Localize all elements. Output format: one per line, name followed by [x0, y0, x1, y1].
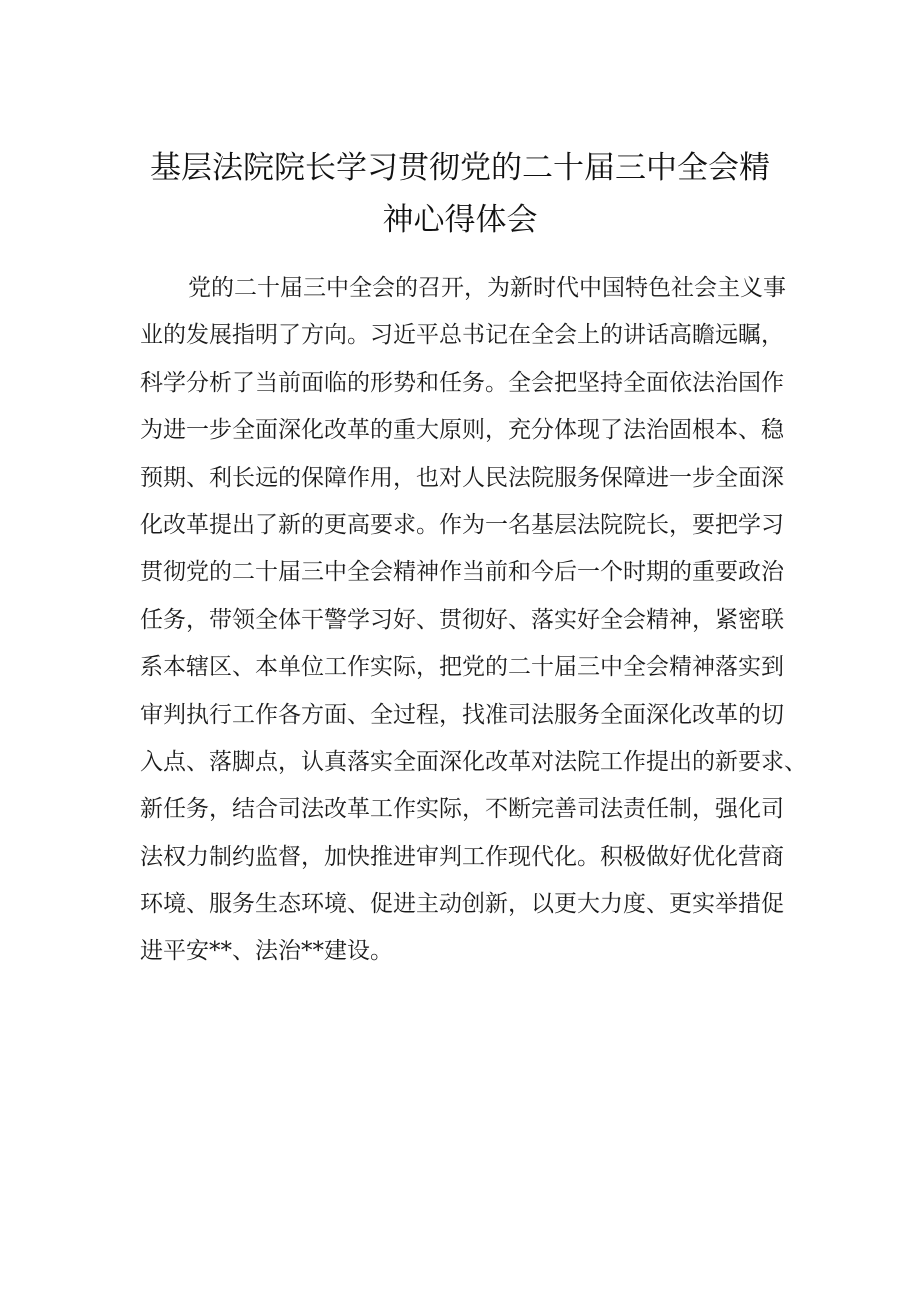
body-line-15: 进平安**、法治**建设。 — [140, 938, 393, 965]
body-line-7: 贯彻党的二十届三中全会精神作当前和今后一个时期的重要政治 — [140, 559, 784, 586]
body-line-6: 化改革提出了新的更高要求。作为一名基层法院院长，要把学习 — [140, 511, 784, 538]
body-line-5: 预期、利长远的保障作用，也对人民法院服务保障进一步全面深 — [140, 464, 784, 491]
body-line-8: 任务，带领全体干警学习好、贯彻好、落实好全会精神，紧密联 — [140, 606, 784, 633]
title-line-2: 神心得体会 — [382, 202, 538, 238]
body-line-3: 科学分析了当前面临的形势和任务。全会把坚持全面依法治国作 — [140, 369, 784, 396]
body-line-14: 环境、服务生态环境、促进主动创新，以更大力度、更实举措促 — [140, 891, 784, 918]
body-paragraph — [140, 265, 807, 976]
body-line-10: 审判执行工作各方面、全过程，找准司法服务全面深化改革的切 — [140, 701, 784, 728]
body-line-12: 新任务，结合司法改革工作实际，不断完善司法责任制，强化司 — [140, 796, 784, 823]
body-line-2: 业的发展指明了方向。习近平总书记在全会上的讲话高瞻远瞩， — [140, 322, 784, 349]
title-line-1: 基层法院院长学习贯彻党的二十届三中全会精 — [150, 150, 770, 186]
body-line-1: 党的二十届三中全会的召开，为新时代中国特色社会主义事 — [188, 275, 786, 301]
body-line-9: 系本辖区、本单位工作实际，把党的二十届三中全会精神落实到 — [140, 654, 784, 681]
document-title — [100, 142, 820, 246]
body-line-11: 入点、落脚点，认真落实全面深化改革对法院工作提出的新要求、 — [140, 748, 807, 775]
body-line-13: 法权力制约监督，加快推进审判工作现代化。积极做好优化营商 — [140, 843, 784, 870]
body-line-4: 为进一步全面深化改革的重大原则，充分体现了法治固根本、稳 — [140, 417, 784, 444]
